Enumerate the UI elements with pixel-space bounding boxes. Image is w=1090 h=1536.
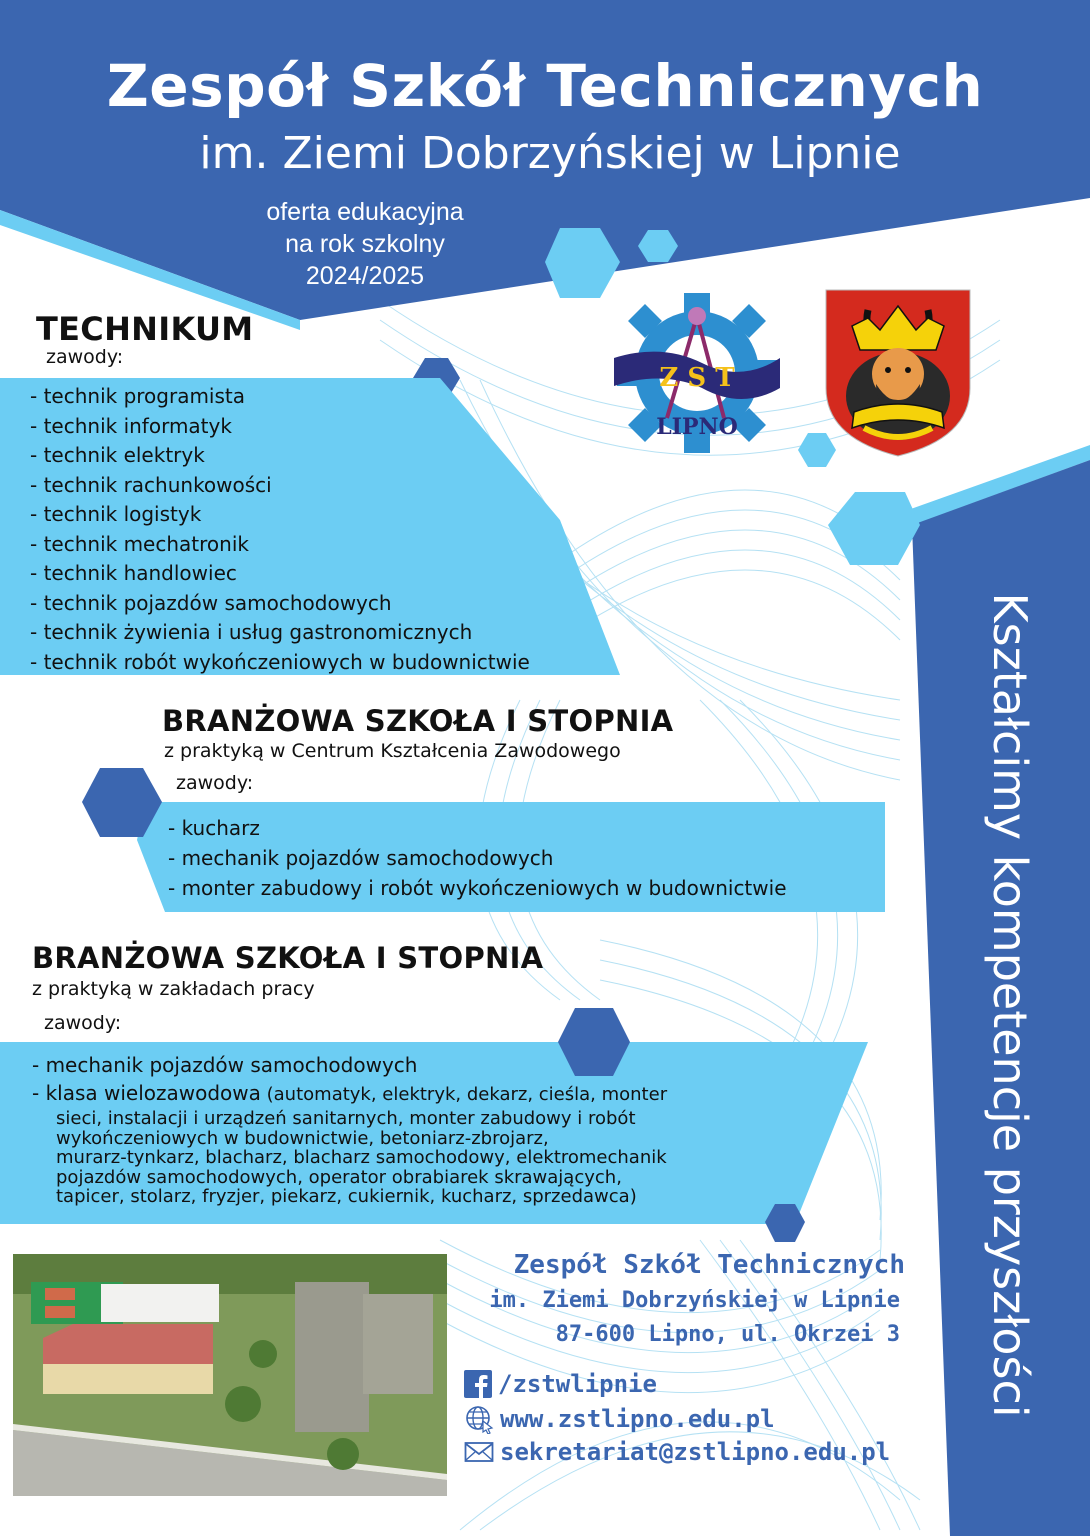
detail-line: pojazdów samochodowych, operator obrabiarek skrawających, [56, 1166, 622, 1188]
technikum-list [30, 382, 530, 677]
school-name-title: Zespół Szkół Technicznych [106, 52, 984, 120]
branzowa-zaklady-list [32, 1051, 667, 1207]
offer-caption [240, 196, 490, 292]
school-aerial-photo [13, 1254, 447, 1496]
branzowa-zaklady-label: zawody: [44, 1012, 122, 1034]
offer-line: na rok szkolny [285, 230, 445, 258]
globe-icon [464, 1404, 494, 1434]
website-link[interactable] [464, 1404, 775, 1434]
detail-line: tapicer, stolarz, fryzjer, piekarz, cukiernik, kucharz, sprzedawca) [56, 1186, 637, 1207]
list-item: - mechanik pojazdów samochodowych [32, 1053, 418, 1077]
list-item: - monter zabudowy i robót wykończeniowych w budownictwie [168, 876, 787, 900]
branzowa-zaklady-subtitle: z praktyką w zakładach pracy [32, 978, 315, 1000]
list-item: - technik robót wykończeniowych w budownictwie [30, 649, 530, 674]
branzowa-ckz-subtitle: z praktyką w Centrum Kształcenia Zawodowego [164, 740, 621, 762]
list-item: - technik handlowiec [30, 561, 237, 585]
list-item: - technik mechatronik [30, 531, 249, 556]
detail-line: murarz-tynkarz, blacharz, blacharz samochodowy, elektromechanik [56, 1147, 667, 1168]
facebook-link[interactable] [464, 1370, 657, 1398]
list-item: - technik logistyk [30, 502, 202, 526]
contact-patron: im. Ziemi Dobrzyńskiej w Lipnie [489, 1288, 900, 1313]
detail-line: sieci, instalacji i urządzeń sanitarnych, monter zabudowy i robót [56, 1108, 636, 1129]
facebook-handle[interactable]: /zstwlipnie [498, 1370, 657, 1398]
slogan-vertical [960, 500, 1060, 1510]
email-address[interactable]: sekretariat@zstlipno.edu.pl [500, 1438, 891, 1466]
branzowa-ckz-label: zawody: [176, 772, 254, 794]
aerial-photo-image [13, 1254, 447, 1496]
email-link[interactable] [464, 1438, 890, 1466]
multi-trade-class-label: - klasa wielozawodowa [32, 1081, 261, 1105]
technikum-title: TECHNIKUM [36, 310, 254, 348]
list-item: - technik programista [30, 384, 246, 408]
list-item: - technik pojazdów samochodowych [30, 590, 392, 615]
website-url[interactable]: www.zstlipno.edu.pl [500, 1405, 775, 1433]
list-item: - technik rachunkowości [30, 472, 272, 497]
detail-line: wykończeniowych w budownictwie, betoniarz-zbrojarz, [56, 1127, 549, 1149]
offer-line: oferta edukacyjna [266, 198, 464, 226]
envelope-icon [464, 1441, 494, 1463]
city-crest-icon [824, 288, 972, 458]
branzowa-zaklady-title: BRANŻOWA SZKOŁA I STOPNIA [32, 941, 544, 975]
slogan-text: Kształcimy kompetencje przyszłości [983, 592, 1037, 1418]
branzowa-ckz-title: BRANŻOWA SZKOŁA I STOPNIA [162, 704, 674, 738]
logo-letters: Z S T [659, 363, 735, 393]
list-item [32, 1079, 667, 1109]
school-logo [612, 288, 782, 458]
technikum-label: zawody: [46, 346, 124, 368]
school-patron-subtitle: im. Ziemi Dobrzyńskiej w Lipnie [199, 128, 901, 179]
list-item: - technik elektryk [30, 443, 205, 467]
list-item: - kucharz [168, 816, 260, 840]
contact-address: 87-600 Lipno, ul. Okrzei 3 [555, 1322, 900, 1347]
list-item: - technik żywienia i usług gastronomicznych [30, 620, 473, 644]
facebook-icon [464, 1370, 492, 1398]
offer-line: 2024/2025 [305, 262, 425, 290]
multi-trade-first-line: (automatyk, elektryk, dekarz, cieśla, monter [260, 1084, 668, 1105]
contact-school-name: Zespół Szkół Technicznych [513, 1250, 905, 1280]
list-item: - technik informatyk [30, 413, 232, 438]
multi-trade-details [32, 1109, 667, 1207]
logo-city: LIPNO [656, 414, 738, 440]
list-item: - mechanik pojazdów samochodowych [168, 846, 554, 870]
branzowa-ckz-list [168, 813, 787, 903]
